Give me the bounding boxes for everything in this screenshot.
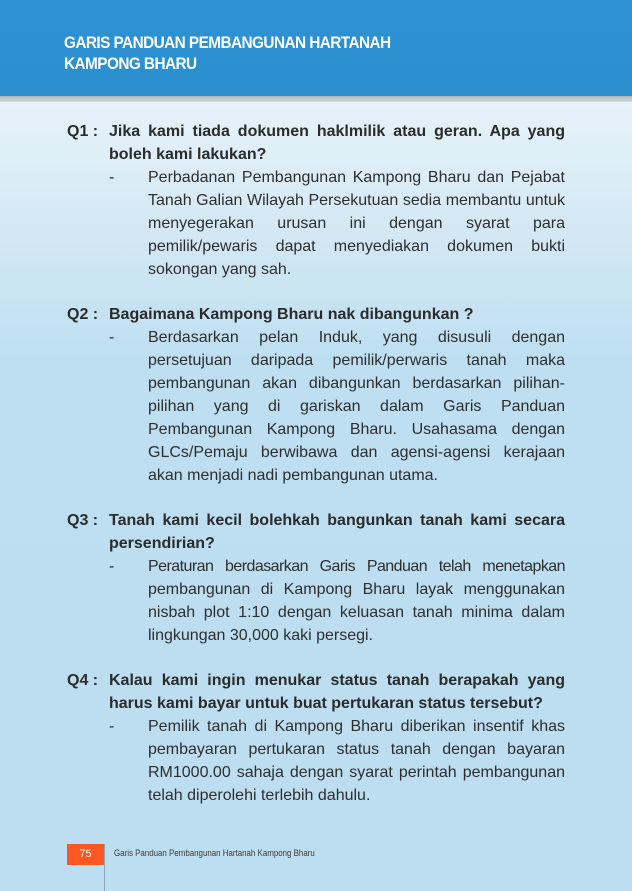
answer-text xyxy=(148,555,565,647)
answer-bullet: - xyxy=(109,169,115,186)
answer-bullet: - xyxy=(109,558,115,575)
page-title-line-2: KAMPONG BHARU xyxy=(64,55,197,73)
answer-bullet: - xyxy=(109,718,115,735)
footer-divider xyxy=(104,844,105,891)
header-divider xyxy=(0,96,632,102)
page-header xyxy=(0,0,632,96)
faq-item-q2 xyxy=(67,303,565,487)
question-label: Q1 : xyxy=(67,123,99,140)
answer-text-first-line: Peraturan berdasarkan Garis Panduan telah menetapkan xyxy=(148,558,565,575)
faq-item-q3 xyxy=(67,509,565,647)
answer xyxy=(109,166,565,281)
faq-item-q4 xyxy=(67,669,565,807)
answer-text: Pemilik tanah di Kampong Bharu diberikan insentif khas pembayaran pertukaran status tanah dengan bayaran RM1000.00 sahaja dengan syarat perintah pembangunan telah diperolehi terlebih dahulu. xyxy=(148,718,565,804)
question xyxy=(67,509,565,555)
question-label: Q3 : xyxy=(67,512,99,529)
question-text: Jika kami tiada dokumen haklmilik atau geran. Apa yang boleh kami lakukan? xyxy=(109,123,565,163)
answer-bullet: - xyxy=(109,329,115,346)
footer-title: Garis Panduan Pembangunan Hartanah Kampong Bharu xyxy=(114,848,315,858)
answer xyxy=(109,326,565,487)
question xyxy=(67,669,565,715)
question-text: Tanah kami kecil bolehkah bangunkan tanah kami secara persendirian? xyxy=(109,512,565,552)
question xyxy=(67,303,565,326)
question-label: Q2 : xyxy=(67,306,99,323)
answer-text: Berdasarkan pelan Induk, yang disusuli dengan persetujuan daripada pemilik/perwaris tanah maka pembangunan akan dibangunkan berdasarkan pilihan-pilihan yang di gariskan dalam Garis Panduan Pembangunan Kampong Bharu. Usahasama dengan GLCs/Pemaju berwibawa dan agensi-agensi kerajaan akan menjadi nadi pembangunan utama. xyxy=(148,329,565,484)
question-text: Bagaimana Kampong Bharu nak dibangunkan ? xyxy=(109,306,474,323)
question-text: Kalau kami ingin menukar status tanah berapakah yang harus kami bayar untuk buat pertukaran status tersebut? xyxy=(109,672,565,712)
page-title xyxy=(64,33,391,75)
question-label: Q4 : xyxy=(67,672,99,689)
answer-text-rest: pembangunan di Kampong Bharu layak menggunakan nisbah plot 1:10 dengan keluasan tanah minima dalam lingkungan 30,000 kaki persegi. xyxy=(148,581,565,644)
faq-item-q1 xyxy=(67,120,565,281)
answer xyxy=(109,715,565,807)
faq-list xyxy=(67,120,565,829)
answer-text: Perbadanan Pembangunan Kampong Bharu dan Pejabat Tanah Galian Wilayah Persekutuan sedia membantu untuk menyegerakan urusan ini dengan syarat para pemilik/pewaris dapat menyediakan dokumen bukti sokongan yang sah. xyxy=(148,169,565,278)
answer xyxy=(109,555,565,647)
question xyxy=(67,120,565,166)
page-title-line-1: GARIS PANDUAN PEMBANGUNAN HARTANAH xyxy=(64,34,391,52)
page-number: 75 xyxy=(67,844,104,865)
